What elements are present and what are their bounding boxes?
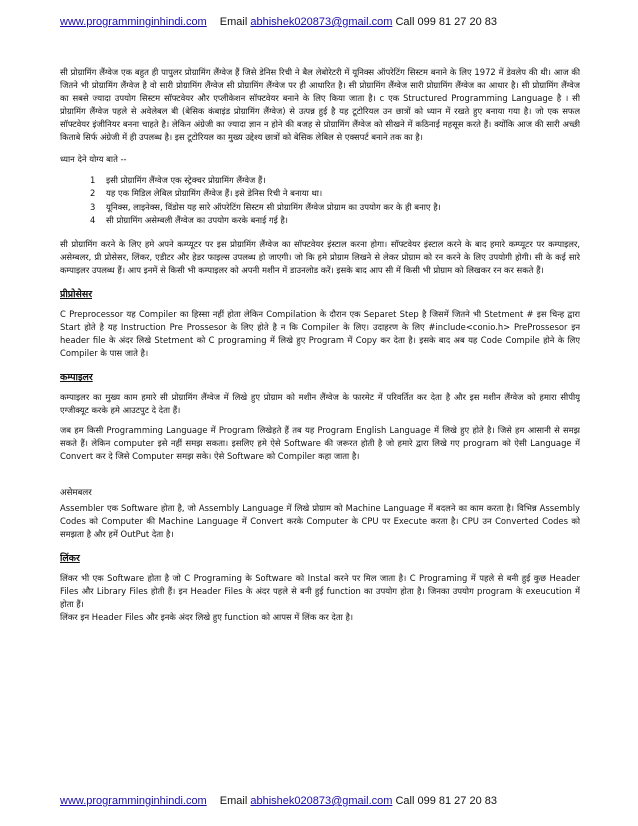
- setup-paragraph: सी प्रोग्रामिंग करने के लिए हमे अपने कम्प्यूटर पर इस प्रोग्रामिंग लैंग्वेज का सॉफ्टवेयर इंस्टाल करना होगा। सॉफ्टवेयर इंस्टाल करने के बाद हमारे कम्प्यूटर पर कम्पाइलर, असेम्बलर, प्री प्रोसेसर, लिंकर, एडीटर और हेडर फाइल्स उपलब्ध हो जाएगी। जो कि हमे प्रोग्राम लिखने से लेकर प्रोग्राम को रन करने के लिए उपयोगी होगी। सी के कई सारे कम्पाइलर उपलब्ध हैं। आप इनमें से किसी भी कम्पाइलर को अपनी मशीन में डाउनलोड करें। इसके बाद आप सी में किसी भी प्रोग्राम को लिखकर रन कर सकते हैं।: [60, 238, 580, 275]
- notes-list: [60, 174, 580, 228]
- website-link[interactable]: www.programminginhindi.com: [60, 16, 207, 28]
- linker-title: लिंकर: [60, 553, 80, 565]
- phone-number: 099 81 27 20 83: [417, 16, 498, 28]
- compiler-title: कम्पाइलर: [60, 372, 93, 384]
- email-label: Email: [219, 16, 248, 28]
- page-footer: [60, 795, 618, 807]
- website-link[interactable]: www.programminginhindi.com: [60, 795, 207, 807]
- email-link[interactable]: abhishek020873@gmail.com: [250, 795, 393, 807]
- assembler-title: असेमबलर: [60, 487, 92, 498]
- document-body: [60, 66, 580, 788]
- page-header: [60, 16, 618, 28]
- call-label: Call: [395, 16, 415, 28]
- compiler-paragraph-2: जब हम किसी Programming Language में Program लिखेहते हैं तब यह Program English Language में लिखे हुए होते है। जिसे हम आसानी से समझ सकते हैं। लेकिन computer इसे नहीं समझ सकता। इसलिए हमे ऐसे Software की जरूरत होती है जो हमारे द्वारा लिखे गए program को ऐसी Language में Convert कर दे जिसे Computer समझ सके। ऐसे Software को Compiler कहा जाता है।: [60, 424, 580, 461]
- list-item: 2 यह एक मिडिल लेबिल प्रोग्रामिंग लैंग्वेज हैं। इसे डेनिस रिची ने बनाया था।: [90, 188, 323, 199]
- email-label: Email: [219, 795, 248, 807]
- linker-paragraph-1: लिंकर भी एक Software होता है जो C Programing के Software को Instal करने पर मिल जाता है। C Programing में पहले से बनी हुई कुछ Header Files और Library Files होती हैं। इन Header Files के अंदर पहले से बनी हुई function का उपयोग होता है। जिनका उपयोग program के exeucution में होता हैं।: [60, 573, 580, 610]
- compiler-paragraph-1: कम्पाइलर का मुख्य काम हमारे सी प्रोग्रामिंग लैंग्वेज में लिखे हुए प्रोग्राम को मशीन लैंग्वेज के फारमेट में परिवर्तित कर देता है और इस मशीन लैंग्वेज को हमारा सीपीयू एग्जीक्यूट करके हमे आउटपुट दे देता हैं।: [60, 392, 580, 416]
- preprocessor-paragraph: C Preprocessor यह Compiler का हिस्सा नहीं होता लेकिन Compilation के दौरान एक Separet Step है जिसमें जितने भी Stetment # इस चिन्ह द्वारा Start होते है यह Instruction Pre Prossesor के लिए होते है न कि Compiler के लिए। उदाहरण के लिए #include<conio.h> PreProssesor इन header file के अंदर लिखे Stetment को C programing में लिखे हुए Program में Copy कर देता है। इसके बाद अब यह Code Compile होने के लिए Compiler के पास जाते है।: [60, 308, 580, 359]
- linker-paragraph-2: लिंकर इन Header Files और इनके अंदर लिखे हुए function को आपस में लिंक कर देता है।: [60, 612, 354, 623]
- phone-number: 099 81 27 20 83: [417, 795, 498, 807]
- email-link[interactable]: abhishek020873@gmail.com: [250, 16, 393, 28]
- preprocessor-title: प्रीप्रोसेसर: [60, 288, 93, 300]
- assembler-paragraph: Assembler एक Software होता है, जो Assembly Language में लिखे प्रोग्राम को Machine Language में बदलने का काम करता है। विभिन्न Assembly Codes को Computer की Machine Language में Convert करके Computer के CPU पर Execute करता है। CPU उन Converted Codes को समझता है और हमें OutPut देता है।: [60, 502, 580, 539]
- list-item: 4 सी प्रोग्रामिंग असेम्बली लैंग्वेज का उपयोग करके बनाई गई है।: [90, 215, 288, 226]
- call-label: Call: [395, 795, 415, 807]
- list-item: 1 इसी प्रोग्रामिंग लैंग्वेज एक स्ट्रेक्चर प्रोग्रामिंग लैंग्वेज हैं।: [90, 174, 266, 185]
- list-item: 3 यूनिक्स, लाइनेक्स, विंडोस यह सारे ऑपरेटिंग सिस्टम सी प्रोग्रामिंग लैंग्वेज प्रोग्राम का उपयोग कर के ही बनाए है।: [90, 201, 441, 212]
- notes-heading: ध्यान देने योग्य बाते --: [60, 153, 127, 164]
- intro-paragraph: सी प्रोग्रामिंग लैंग्वेज एक बहुत ही पापुलर प्रोग्रामिंग लैंग्वेज हैं जिसे डेनिस रिची ने बैल लेबोरेटरी में यूनिक्स ऑपरेटिंग सिस्टम बनाने के लिए 1972 में डेवलेप की थी। आज की जितने भी प्रोग्रामिंग लैंग्वेज है वो सारी प्रोग्रामिंग लैंग्वेज सी प्रोग्रामिंग लैंग्वेज पर ही आधारित है। सी प्रोग्रामिंग लैंग्वेज सारी प्रोग्रामिंग लैंग्वेज का आधार है। सी प्रोग्रामिंग लैंग्वेज का सबसे ज्यादा उपयोग सिस्टम सॉफ्टवेयर और एप्लीकेशन सॉफ्टवेयर बनाने के लिए किया जाता है। c एक Structured Programming Language है । सी प्रोग्रामिंग लैंग्वेज पहले से अवेलेबल बी (बेसिक कंबाइंड प्रोग्रामिंग लैंग्वेज) से उत्पन्न हुई है यह टूटोरियल उन छात्रों को ध्यान में रखते हुए बनाया गया है। जो एक सफल सॉफ्टवेयर इंजीनियर बनना चाहते है। लेकिन अंग्रेजी का ज्यादा ज्ञान न होने की बजह से प्रोग्रामिंग लैंग्वेज को सीखने में कठिनाई महसूस करते हैं। क्योंकि आज की सारी अच्छी किताबे सिर्फ अंग्रेजी में ही उपलब्ध है। इस टूटोरियल का मुख्य उद्देश्य छात्रों को बेसिक लेबिल से एक्सपर्ट बनाने तक का है।: [60, 67, 580, 143]
